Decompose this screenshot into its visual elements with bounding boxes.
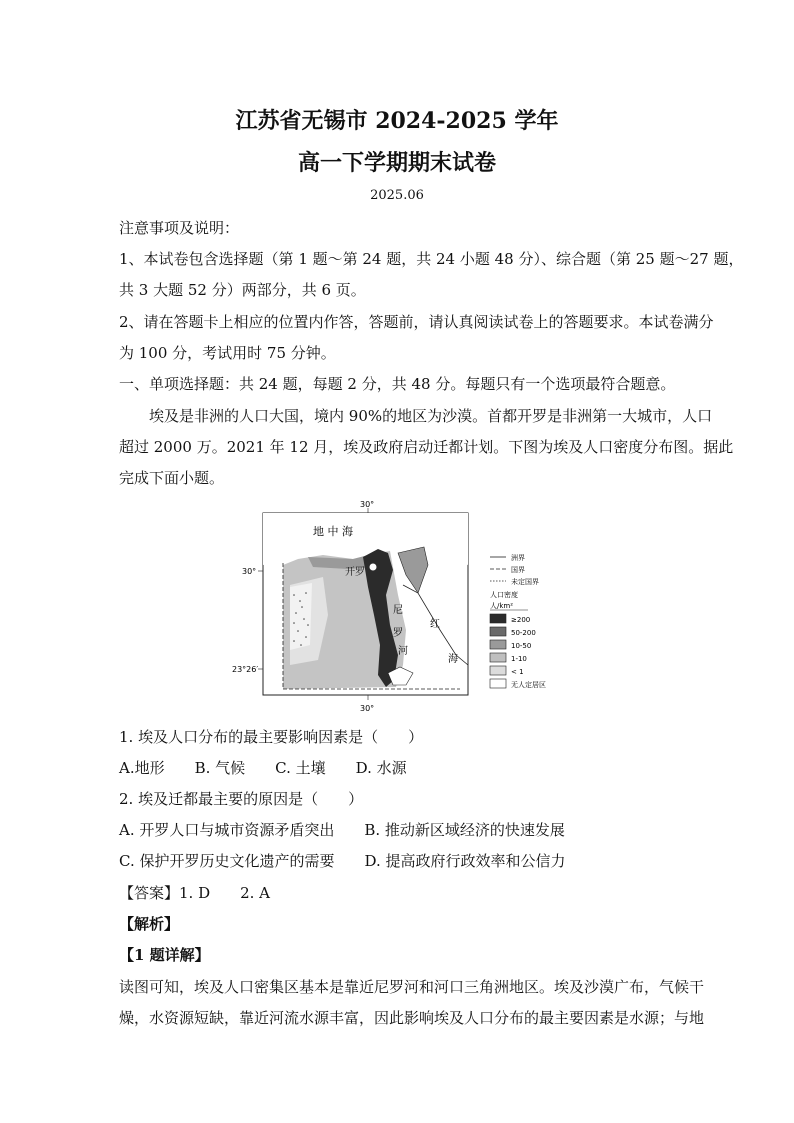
legend-label: 10-50 [511,642,532,650]
section1-heading: 一、单项选择题：共 24 题，每题 2 分，共 48 分。每题只有一个选项最符合题意。 [119,375,676,393]
legend-label: 1-10 [511,655,527,663]
question-1-options: A.地形 B. 气候 C. 土壤 D. 水源 [119,759,407,777]
notice-heading: 注意事项及说明： [119,219,240,237]
notice-item1-line2: 共 3 大题 52 分）两部分，共 6 页。 [119,281,366,299]
detail-line2: 燥，水资源短缺，靠近河流水源丰富，因此影响埃及人口分布的最主要因素是水源；与地 [119,1009,705,1027]
legend-label: < 1 [511,668,524,676]
egypt-population-density-map [228,495,568,715]
detail-line1: 读图可知，埃及人口密集区基本是靠近尼罗河和河口三角洲地区。埃及沙漠广布，气候干 [119,978,705,996]
document-title: 江苏省无锡市 2024-2025 学年 [235,108,559,134]
svg-text:洲界: 洲界 [511,554,525,562]
passage-line3: 完成下面小题。 [119,469,225,487]
document-subtitle: 高一下学期期末试卷 [297,150,496,176]
analysis-heading: 【解析】 [119,915,180,933]
label-cairo: 开罗 [345,567,365,578]
label-lat-23: 23°26′ [232,665,259,674]
uninhabited-area [290,583,312,650]
passage-line2: 超过 2000 万。2021 年 12 月，埃及政府启动迁都计划。下图为埃及人口密度分布图。据此 [119,438,734,456]
legend-swatch [490,679,506,688]
legend-swatch [490,640,506,649]
legend-label: 无人定居区 [511,681,546,689]
label-mediterranean: 地 中 海 [313,525,353,538]
label-nile-3: 河 [398,646,408,657]
question-2-options-line2: C. 保护开罗历史文化遗产的需要 D. 提高政府行政效率和公信力 [119,852,566,870]
document-date: 2025.06 [370,188,424,203]
question-1: 1. 埃及人口分布的最主要影响因素是（ ） [119,728,424,746]
label-lat-30: 30° [242,567,257,576]
label-top-lon: 30° [360,500,375,509]
legend-label: 50-200 [511,629,536,637]
map-legend [490,553,546,689]
svg-text:人口密度: 人口密度 [490,591,518,599]
svg-text:国界: 国界 [511,566,525,574]
passage-line1: 埃及是非洲的人口大国，境内 90%的地区为沙漠。首都开罗是非洲第一大城市，人口 [149,407,713,425]
question-2-options-line1: A. 开罗人口与城市资源矛盾突出 B. 推动新区域经济的快速发展 [119,821,565,839]
svg-text:人/km²: 人/km² [490,602,514,610]
question-2: 2. 埃及迁都最主要的原因是（ ） [119,790,364,808]
legend-swatch [490,666,506,675]
legend-swatch [490,614,506,623]
legend-label: ≥200 [511,616,531,624]
detail-heading: 【1 题详解】 [119,946,210,964]
answer-line: 【答案】1. D 2. A [119,884,271,902]
notice-item1-line1: 1、本试卷包含选择题（第 1 题～第 24 题，共 24 小题 48 分）、综合题（第 25 题～27 题， [119,250,744,268]
label-red-sea-2: 海 [448,654,458,665]
cairo-marker [370,564,376,570]
notice-item2-line2: 为 100 分，考试用时 75 分钟。 [119,344,336,362]
label-nile-1: 尼 [393,605,403,616]
svg-text:未定国界: 未定国界 [511,578,539,586]
label-red-sea-1: 红 [430,619,440,630]
legend-swatch [490,627,506,636]
label-bottom-lon: 30° [360,704,375,713]
notice-item2-line1: 2、请在答题卡上相应的位置内作答，答题前，请认真阅读试卷上的答题要求。本试卷满分 [119,313,714,331]
label-nile-2: 罗 [393,628,403,639]
legend-swatch [490,653,506,662]
